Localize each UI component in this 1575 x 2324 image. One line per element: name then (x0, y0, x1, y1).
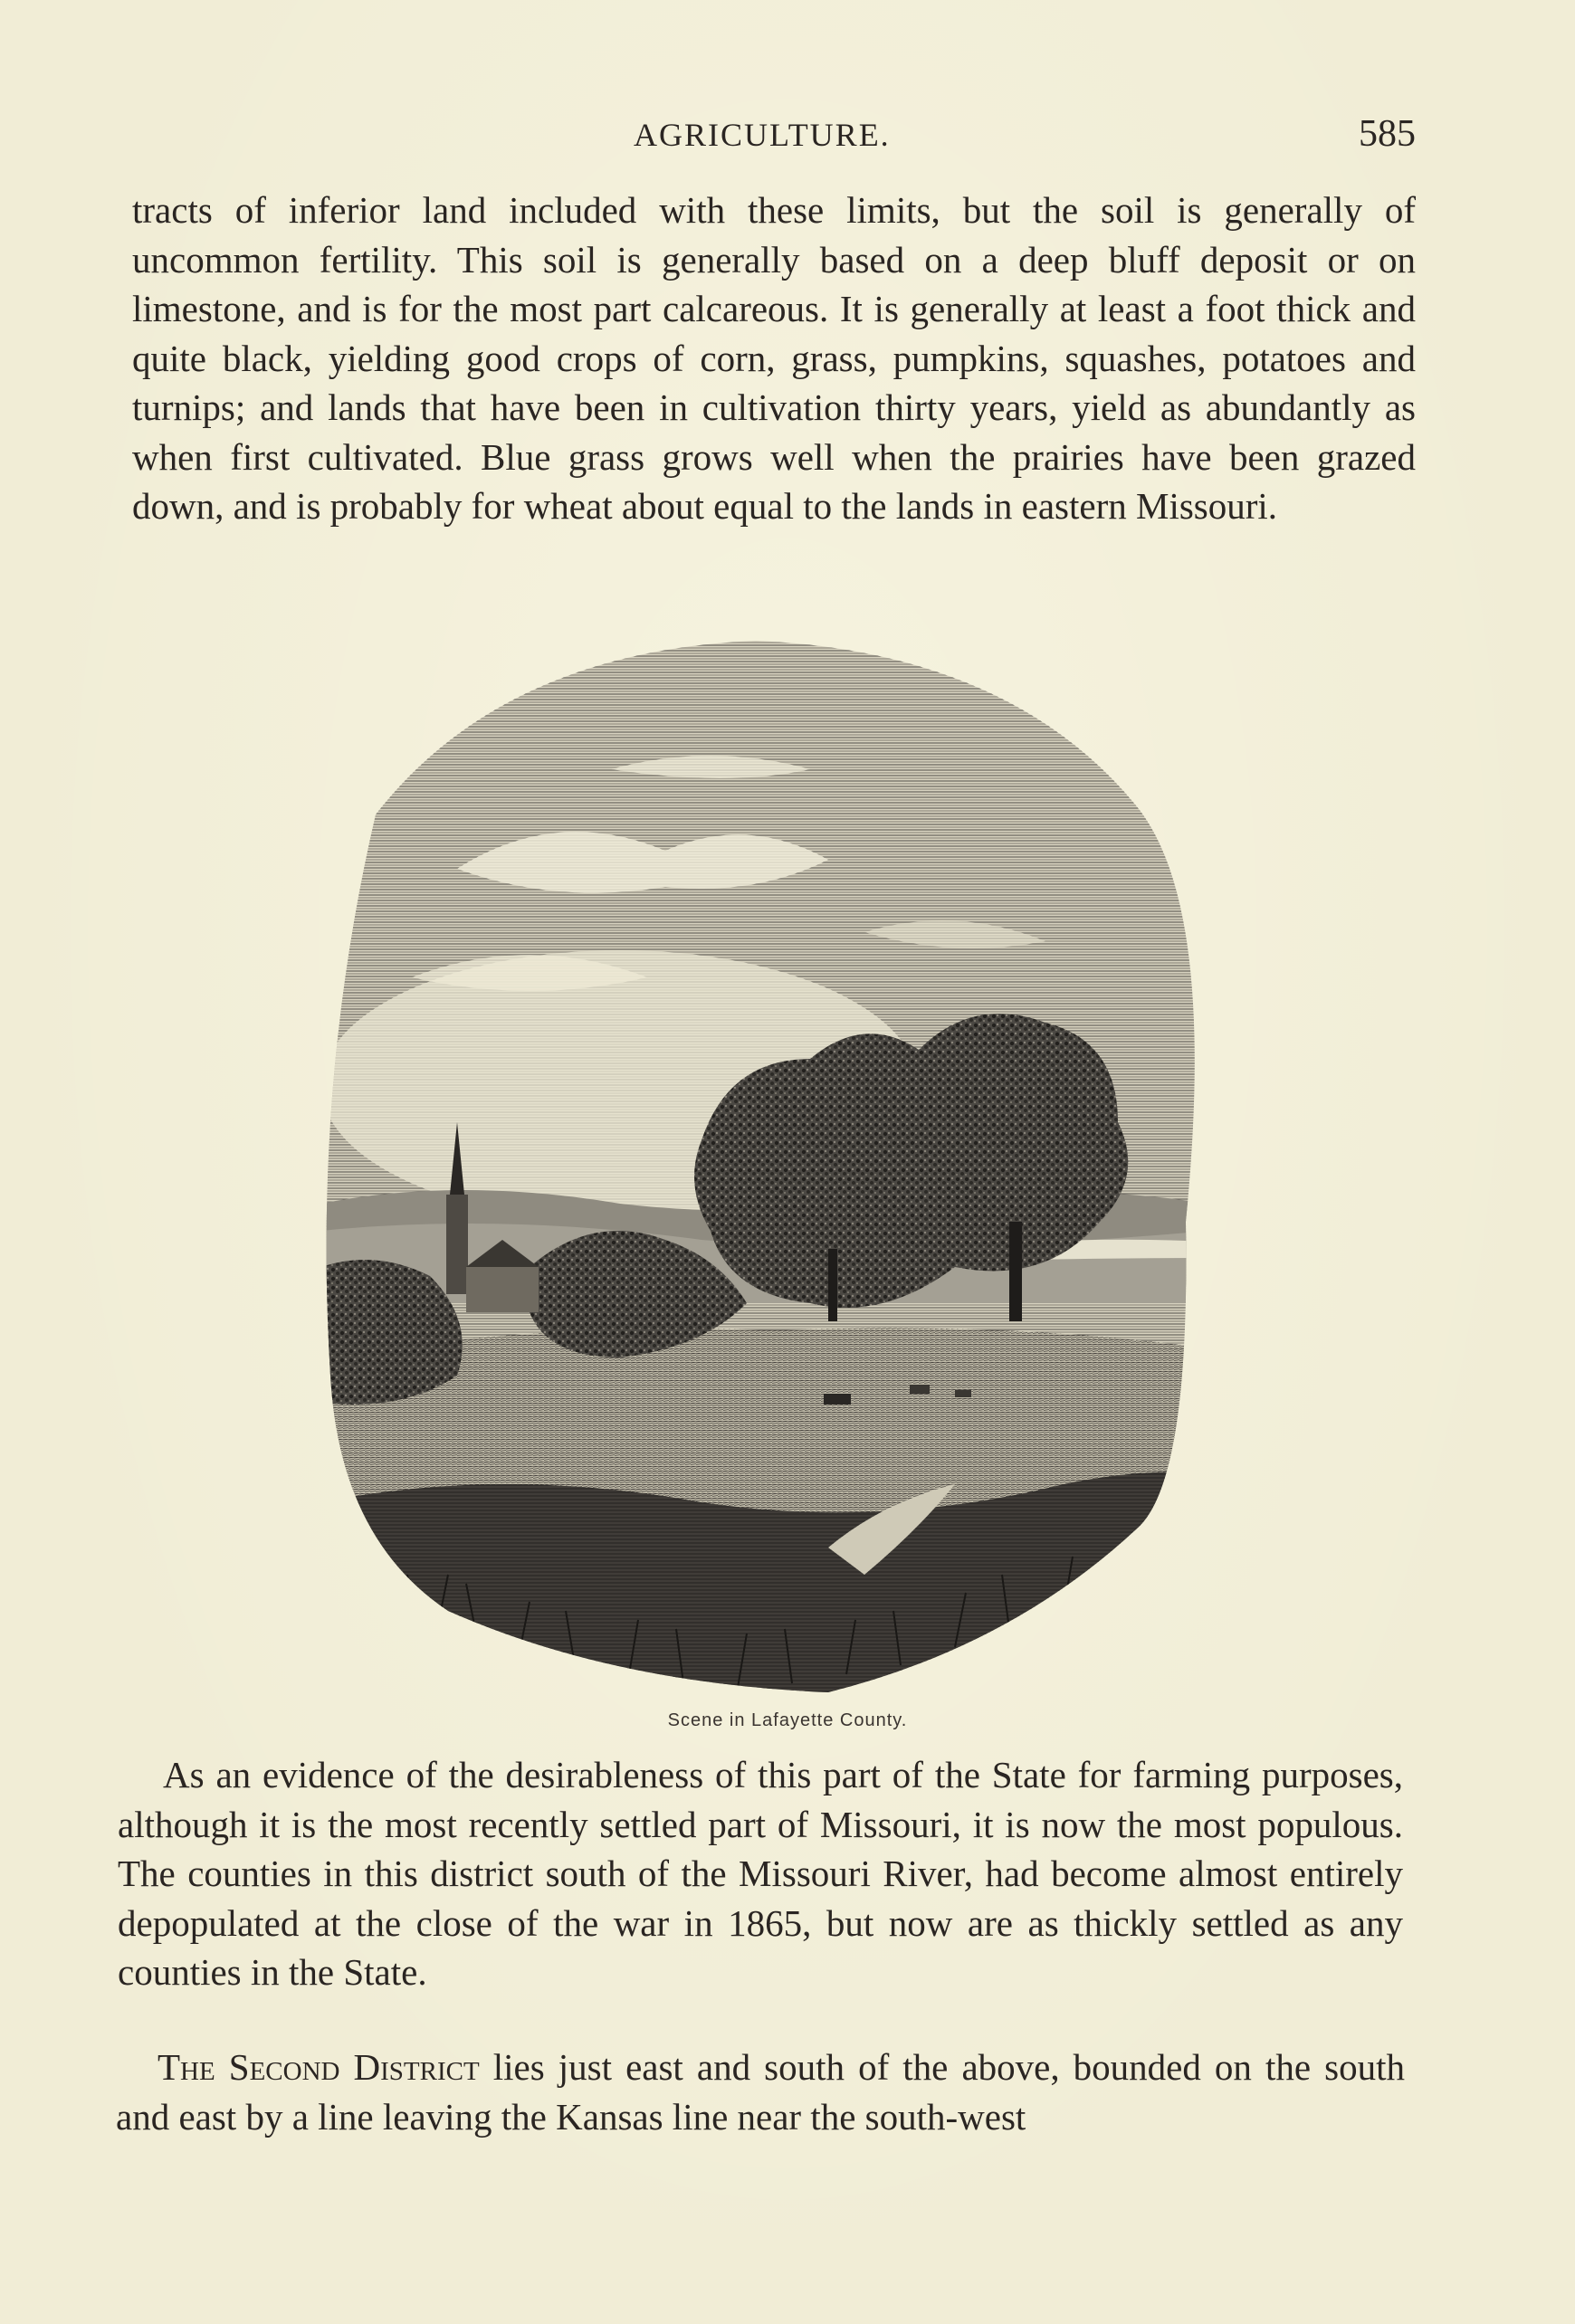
figure-caption: Scene in Lafayette County. (667, 1710, 908, 1730)
running-head: AGRICULTURE. (634, 117, 891, 153)
paragraph-second-district (116, 2043, 1405, 2141)
engraving-illustration (321, 633, 1208, 1710)
page-number: 585 (1359, 113, 1416, 155)
paragraph-evidence: As an evidence of the desirableness of this part of the State for farming purposes, although it is the most recently settled part of Missouri, it is now the most populous. The counties in this district south of the Missouri River, had become almost entirely depopulated at the close of the war in 1865, but now are as thickly settled as any counties in the State. (118, 1754, 1403, 1993)
paragraph-top: tracts of inferior land included with these limits, but the soil is generally of uncommon fertility. This soil is generally based on a deep bluff deposit or on limestone, and is for the most part calcareous. It is generally at least a foot thick and quite black, yielding good crops of corn, grass, pumpkins, squashes, potatoes and turnips; and lands that have been in cultivation thirty years, yield as abundantly as when first cultivated. Blue grass grows well when the prairies have been grazed down, and is probably for wheat about equal to the lands in eastern Missouri. (132, 189, 1416, 527)
second-district-text: lies just east and south of the above, bounded on the south and east by a line leaving the Kansas line near the south-west (116, 2046, 1406, 2138)
second-district-lead: The Second District (158, 2046, 480, 2088)
